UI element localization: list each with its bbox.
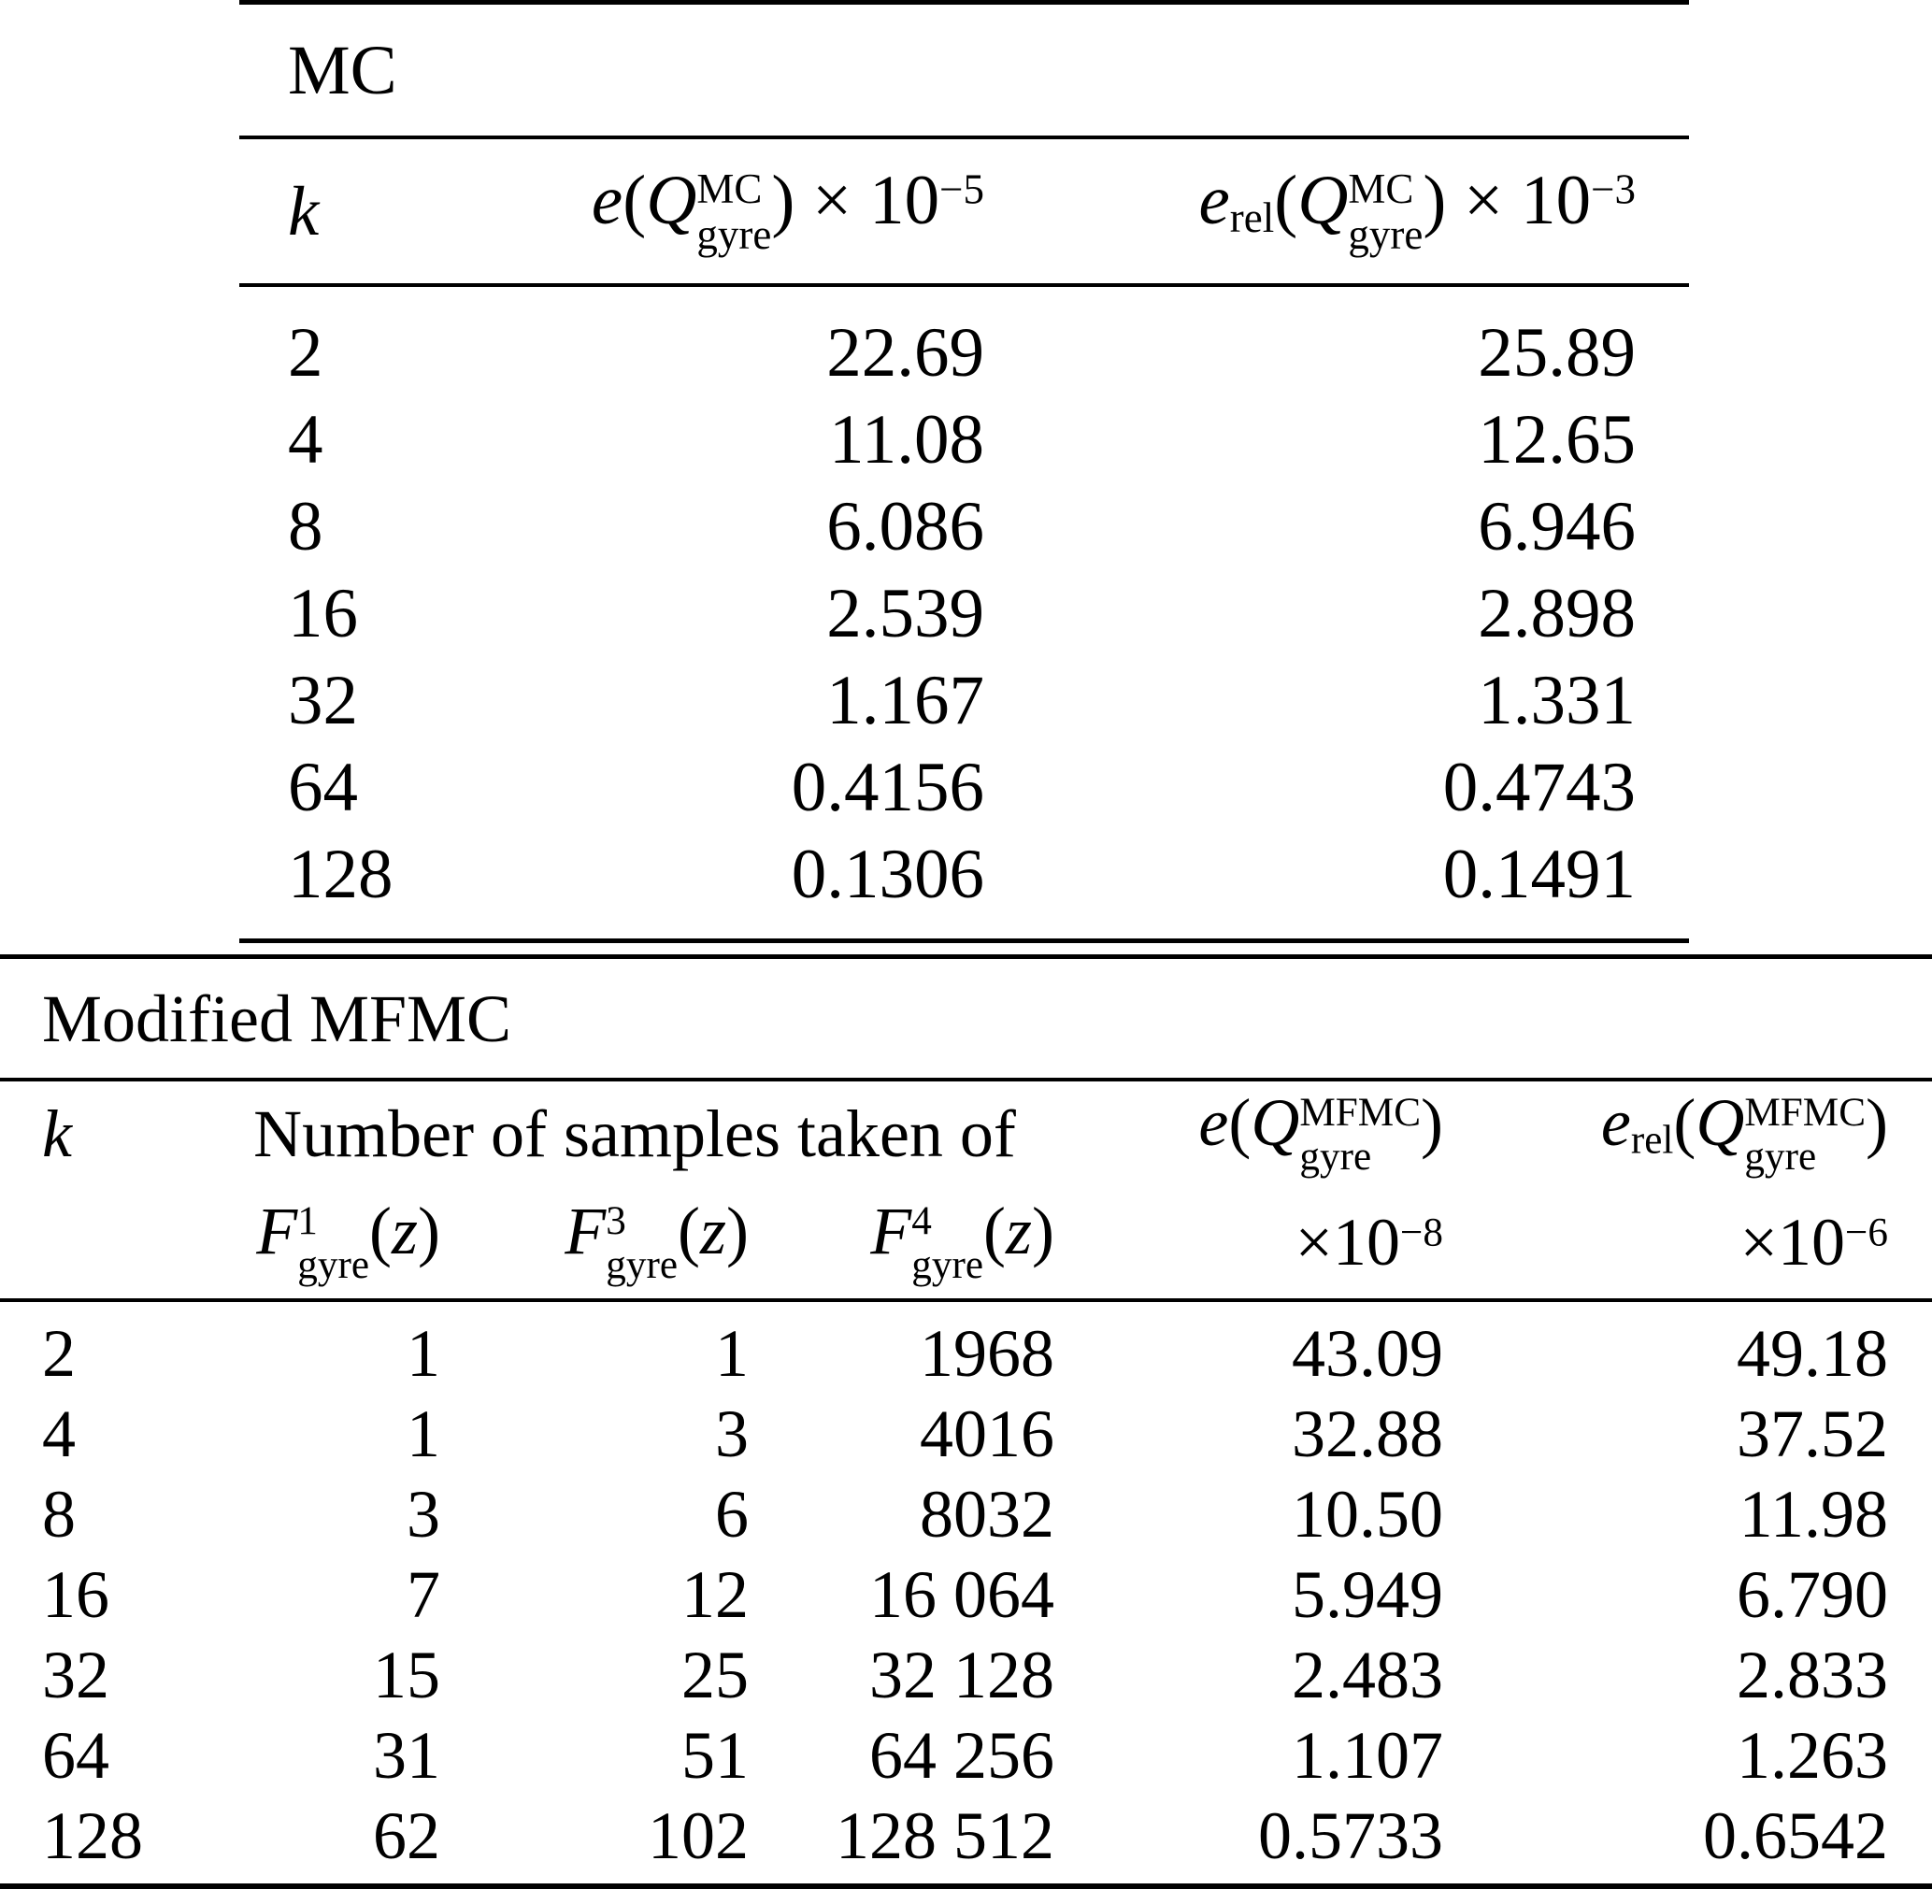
mfmc-col-f3-header: F 3 gyre (z) xyxy=(565,1193,749,1287)
cell-k: 2 xyxy=(42,1316,76,1391)
cell-f3: 3 xyxy=(715,1396,749,1471)
cell-f3: 1 xyxy=(715,1316,749,1391)
cell-f1: 7 xyxy=(407,1557,440,1632)
bottom-rule xyxy=(239,938,1689,943)
table-row xyxy=(0,1635,1932,1715)
cell-f1: 62 xyxy=(373,1798,440,1873)
mc-col-abs-error-header: e(Q MC gyre ) × $10^{-5}$ xyxy=(591,161,984,258)
cell-f3: 6 xyxy=(715,1477,749,1552)
table-row xyxy=(0,1715,1932,1796)
table-row xyxy=(239,309,1689,396)
cell-e: 6.086 xyxy=(826,488,984,565)
cell-erel: 2.833 xyxy=(1737,1638,1888,1712)
f-supsub: 3 gyre xyxy=(606,1198,678,1287)
mfmc-table-body xyxy=(0,1302,1932,1883)
cell-f1: 1 xyxy=(407,1316,440,1391)
cell-erel: 0.4743 xyxy=(1442,749,1636,826)
table-row xyxy=(239,831,1689,918)
cell-e: 32.88 xyxy=(1292,1396,1443,1471)
q-supsub: MC gyre xyxy=(696,165,772,258)
mfmc-header-row-1 xyxy=(0,1081,1932,1186)
table-row xyxy=(239,396,1689,483)
cell-k: 4 xyxy=(42,1396,76,1471)
cell-erel: 25.89 xyxy=(1478,314,1636,392)
cell-f3: 51 xyxy=(681,1718,749,1793)
cell-erel: 6.790 xyxy=(1737,1557,1888,1632)
mfmc-col-f4-header: F 4 gyre (z) xyxy=(870,1193,1054,1287)
cell-e: 0.5733 xyxy=(1258,1798,1443,1873)
cell-erel: 49.18 xyxy=(1737,1316,1888,1391)
cell-k: 16 xyxy=(42,1557,109,1632)
cell-e: 0.1306 xyxy=(791,836,984,913)
cell-f1: 15 xyxy=(373,1638,440,1712)
table-row xyxy=(0,1796,1932,1876)
mc-table-body xyxy=(239,287,1689,938)
mfmc-col-rel-error-header: erel(Q MFMC gyre ) xyxy=(1600,1084,1888,1179)
cell-erel: 11.98 xyxy=(1739,1477,1888,1552)
cell-erel: 0.1491 xyxy=(1442,836,1636,913)
cell-k: 64 xyxy=(42,1718,109,1793)
mfmc-table xyxy=(0,954,1932,1889)
cell-erel: 2.898 xyxy=(1478,575,1636,652)
cell-f4: 4016 xyxy=(920,1396,1054,1471)
mfmc-table-title: Modified MFMC xyxy=(42,981,512,1056)
cell-f1: 1 xyxy=(407,1396,440,1471)
table-row xyxy=(239,483,1689,570)
mfmc-col-k-header: k xyxy=(42,1096,72,1171)
cell-f3: 25 xyxy=(681,1638,749,1712)
cell-e: 11.08 xyxy=(829,401,984,479)
cell-k: 32 xyxy=(42,1638,109,1712)
cell-k: 8 xyxy=(42,1477,76,1552)
cell-f1: 3 xyxy=(407,1477,440,1552)
mfmc-samples-header: Number of samples taken of xyxy=(253,1096,1016,1171)
empty-header-cell xyxy=(0,1186,131,1298)
cell-k: 16 xyxy=(288,575,358,652)
cell-e: 10.50 xyxy=(1292,1477,1443,1552)
cell-k: 64 xyxy=(288,749,358,826)
cell-erel: 0.6542 xyxy=(1703,1798,1888,1873)
cell-e: 0.4156 xyxy=(791,749,984,826)
cell-k: 128 xyxy=(42,1798,143,1873)
q-supsub: MC gyre xyxy=(1348,165,1424,258)
cell-k: 8 xyxy=(288,488,323,565)
cell-erel: 37.52 xyxy=(1737,1396,1888,1471)
cell-f4: 64 256 xyxy=(869,1718,1054,1793)
mc-table xyxy=(239,0,1689,943)
table-row xyxy=(239,570,1689,657)
cell-erel: 1.331 xyxy=(1478,662,1636,739)
cell-e: 5.949 xyxy=(1292,1557,1443,1632)
cell-e: 2.483 xyxy=(1292,1638,1443,1712)
table-row xyxy=(239,657,1689,744)
cell-k: 2 xyxy=(288,314,323,392)
cell-e: 1.167 xyxy=(826,662,984,739)
mfmc-rel-error-exponent: $\times 10^{-6}$ xyxy=(1739,1205,1888,1280)
cell-f4: 32 128 xyxy=(869,1638,1054,1712)
table-row xyxy=(0,1474,1932,1554)
cell-e: 43.09 xyxy=(1292,1316,1443,1391)
cell-f1: 31 xyxy=(373,1718,440,1793)
mc-col-k-header: k xyxy=(288,172,320,251)
cell-k: 4 xyxy=(288,401,323,479)
mc-col-rel-error-header: erel(Q MC gyre ) × $10^{-3}$ xyxy=(1198,161,1636,258)
cell-e: 1.107 xyxy=(1292,1718,1443,1793)
mfmc-col-f1-header: F 1 gyre (z) xyxy=(256,1193,440,1287)
cell-erel: 6.946 xyxy=(1478,488,1636,565)
cell-k: 128 xyxy=(288,836,394,913)
q-supsub: MFMC gyre xyxy=(1744,1090,1867,1179)
mfmc-header-row-2 xyxy=(0,1186,1932,1298)
mc-table-title: MC xyxy=(288,31,397,109)
cell-f3: 102 xyxy=(648,1798,749,1873)
cell-f4: 1968 xyxy=(920,1316,1054,1391)
table-row xyxy=(0,1313,1932,1394)
cell-erel: 1.263 xyxy=(1737,1718,1888,1793)
cell-f4: 128 512 xyxy=(836,1798,1054,1873)
cell-erel: 12.65 xyxy=(1478,401,1636,479)
cell-f4: 8032 xyxy=(920,1477,1054,1552)
table-row xyxy=(0,1394,1932,1474)
f-supsub: 1 gyre xyxy=(297,1198,369,1287)
table-row xyxy=(0,1554,1932,1635)
q-supsub: MFMC gyre xyxy=(1299,1090,1422,1179)
table-row xyxy=(239,744,1689,831)
mfmc-abs-error-exponent: $\times 10^{-8}$ xyxy=(1295,1205,1443,1280)
f-supsub: 4 gyre xyxy=(911,1198,983,1287)
bottom-rule xyxy=(0,1883,1932,1889)
mc-header-row xyxy=(239,139,1689,283)
cell-e: 2.539 xyxy=(826,575,984,652)
cell-e: 22.69 xyxy=(826,314,984,392)
cell-k: 32 xyxy=(288,662,358,739)
cell-f4: 16 064 xyxy=(869,1557,1054,1632)
mfmc-col-abs-error-header: e(Q MFMC gyre ) xyxy=(1198,1084,1443,1179)
cell-f3: 12 xyxy=(681,1557,749,1632)
